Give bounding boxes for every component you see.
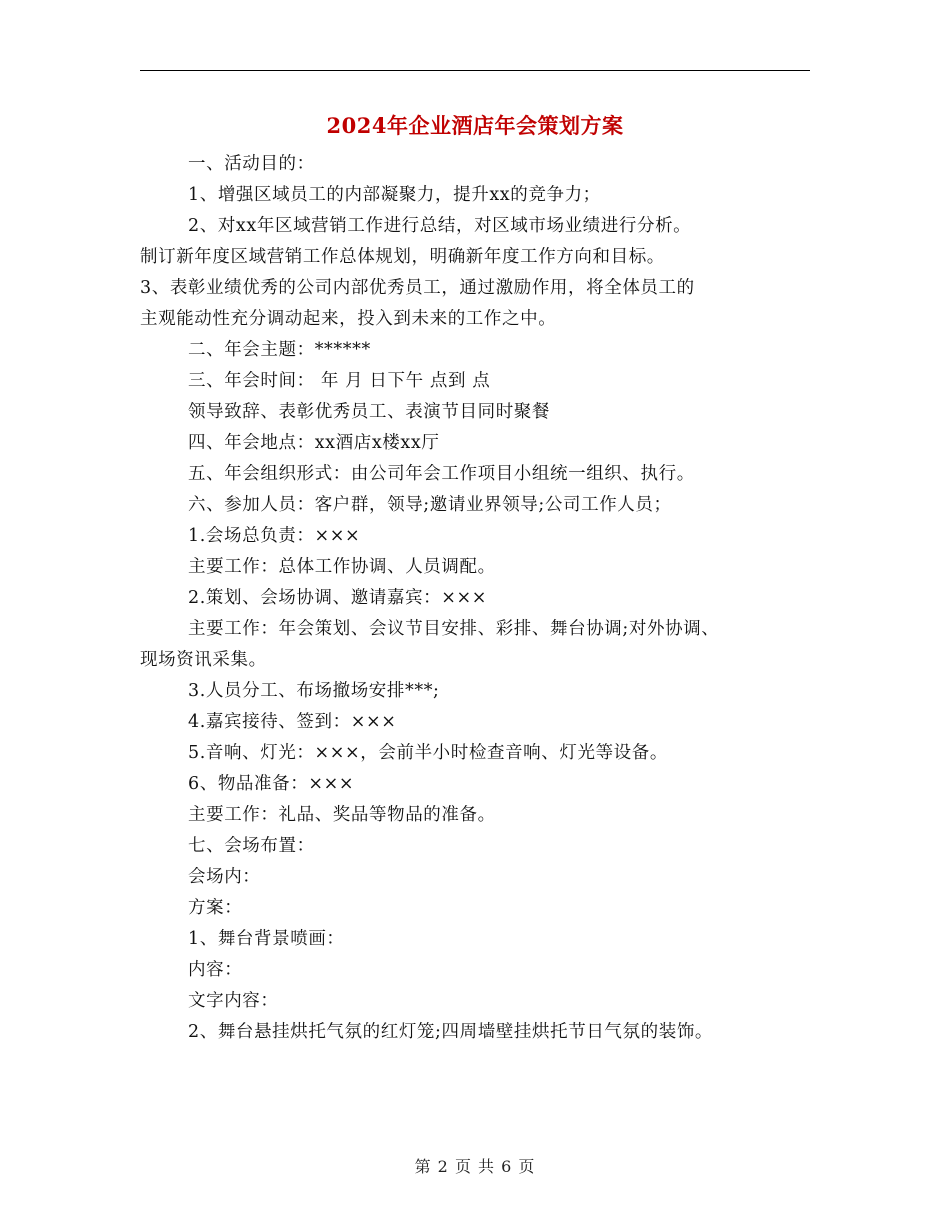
body-line: 七、会场布置： xyxy=(188,836,315,856)
body-line: 领导致辞、表彰优秀员工、表演节目同时聚餐 xyxy=(188,402,550,422)
header-rule xyxy=(140,70,810,71)
body-line: 现场资讯采集。 xyxy=(140,650,267,670)
body-line: 2、舞台悬挂烘托气氛的红灯笼;四周墙壁挂烘托节日气氛的装饰。 xyxy=(188,1022,714,1042)
body-line: 1.会场总负责：××× xyxy=(188,526,361,546)
body-line: 3.人员分工、布场撤场安排***; xyxy=(188,681,440,701)
body-line: 会场内： xyxy=(188,867,261,887)
body-line: 2、对xx年区域营销工作进行总结，对区域市场业绩进行分析。 xyxy=(188,216,692,236)
body-line: 5.音响、灯光：×××，会前半小时检查音响、灯光等设备。 xyxy=(188,743,668,763)
body-line: 六、参加人员：客户群，领导;邀请业界领导;公司工作人员； xyxy=(188,495,672,515)
body-line: 四、年会地点：xx酒店x楼xx厅 xyxy=(188,433,440,453)
body-line: 4.嘉宾接待、签到：××× xyxy=(188,712,397,732)
body-line: 主观能动性充分调动起来，投入到未来的工作之中。 xyxy=(140,309,557,329)
body-line: 方案： xyxy=(188,898,243,918)
body-line: 1、舞台背景喷画： xyxy=(188,929,345,949)
body-line: 3、表彰业绩优秀的公司内部优秀员工，通过激励作用，将全体员工的 xyxy=(140,278,695,298)
body-line: 制订新年度区域营销工作总体规划，明确新年度工作方向和目标。 xyxy=(140,247,665,267)
page-footer: 第 2 页 共 6 页 xyxy=(414,1157,536,1176)
body-line: 内容： xyxy=(188,960,243,980)
body-line: 6、物品准备：××× xyxy=(188,774,355,794)
body-line: 主要工作：总体工作协调、人员调配。 xyxy=(188,557,496,577)
body-line: 2.策划、会场协调、邀请嘉宾：××× xyxy=(188,588,487,608)
body-line: 文字内容： xyxy=(188,991,279,1011)
document-body xyxy=(140,149,820,1048)
document-title: 2024年企业酒店年会策划方案 xyxy=(326,113,624,138)
body-line: 二、年会主题：****** xyxy=(188,340,371,360)
body-line: 主要工作：礼品、奖品等物品的准备。 xyxy=(188,805,496,825)
body-line: 主要工作：年会策划、会议节目安排、彩排、舞台协调;对外协调、 xyxy=(188,619,720,639)
body-line: 一、活动目的： xyxy=(188,154,315,174)
body-line: 三、年会时间： 年 月 日下午 点到 点 xyxy=(188,371,491,391)
body-line: 五、年会组织形式：由公司年会工作项目小组统一组织、执行。 xyxy=(188,464,695,484)
body-line: 1、增强区域员工的内部凝聚力，提升xx的竞争力； xyxy=(188,185,601,205)
